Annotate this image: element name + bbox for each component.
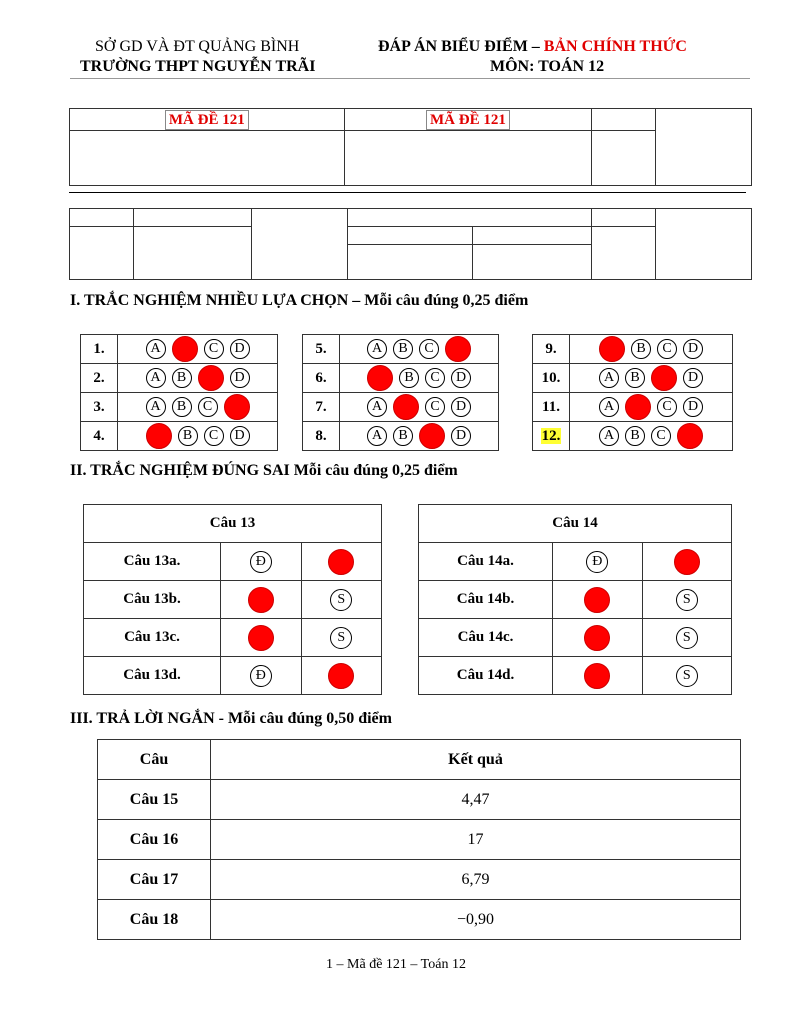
- option-bubble: C: [204, 339, 224, 359]
- filled-answer-bubble: [599, 336, 625, 362]
- section2-title: II. TRẮC NGHIỆM ĐÚNG SAI Mỗi câu đúng 0,25 điểm: [70, 462, 458, 479]
- question-number: [533, 335, 570, 364]
- tf-item-label: Câu 14b.: [419, 581, 553, 619]
- mc-row: [81, 422, 278, 451]
- question-number: [303, 364, 340, 393]
- filled-answer-bubble: [677, 423, 703, 449]
- tf-cell: [553, 619, 643, 657]
- answer-options: [118, 335, 278, 364]
- option-bubble: Đ: [586, 551, 608, 573]
- option-bubble: B: [393, 339, 413, 359]
- tf-cell: [301, 543, 382, 581]
- question-number-text: 9.: [545, 340, 557, 357]
- school-name: TRƯỜNG THPT NGUYỄN TRÃI: [80, 58, 316, 75]
- tf-table-14: [418, 504, 732, 695]
- option-bubble: D: [451, 426, 471, 446]
- filled-answer-bubble: [651, 365, 677, 391]
- tf-item-label: Câu 13c.: [84, 619, 221, 657]
- option-bubble: C: [425, 397, 445, 417]
- code-table: [69, 108, 752, 186]
- option-bubble: B: [172, 397, 192, 417]
- mc-row: [533, 335, 733, 364]
- tf-cell: [553, 657, 643, 695]
- empty-frame-table: [69, 208, 752, 280]
- mc-row: [303, 422, 499, 451]
- question-number-text: 5.: [315, 340, 327, 357]
- option-bubble: C: [419, 339, 439, 359]
- exam-code-left: MÃ ĐỀ 121: [165, 110, 249, 130]
- option-bubble: Đ: [250, 665, 272, 687]
- tf-row: [84, 619, 382, 657]
- filled-answer-bubble: [328, 663, 354, 689]
- page-footer: 1 – Mã đề 121 – Toán 12: [326, 957, 466, 972]
- option-bubble: A: [599, 397, 619, 417]
- option-bubble: S: [676, 589, 698, 611]
- option-bubble: D: [451, 397, 471, 417]
- option-bubble: S: [676, 627, 698, 649]
- doc-title: [378, 38, 687, 56]
- option-bubble: C: [204, 426, 224, 446]
- tf-row: [419, 543, 732, 581]
- tf-item-label: Câu 13d.: [84, 657, 221, 695]
- option-bubble: A: [599, 426, 619, 446]
- section-divider: [69, 192, 746, 193]
- question-number-text: 10.: [541, 369, 561, 386]
- option-bubble: C: [657, 397, 677, 417]
- mc-row: [533, 364, 733, 393]
- result-value: 4,47: [211, 780, 741, 820]
- mc-row: [303, 364, 499, 393]
- mc-table-2: [302, 334, 499, 451]
- tf-cell: [301, 657, 382, 695]
- option-bubble: D: [230, 339, 250, 359]
- answer-options: [118, 364, 278, 393]
- mc-row: [81, 335, 278, 364]
- option-bubble: A: [146, 368, 166, 388]
- question-number: [81, 422, 118, 451]
- filled-answer-bubble: [584, 587, 610, 613]
- question-number: [533, 393, 570, 422]
- tf-cell: [642, 657, 732, 695]
- tf-item-label: Câu 13b.: [84, 581, 221, 619]
- filled-answer-bubble: [674, 549, 700, 575]
- question-number-text: 4.: [93, 427, 105, 444]
- table-row: [98, 820, 741, 860]
- option-bubble: C: [651, 426, 671, 446]
- mc-table-1: [80, 334, 278, 451]
- result-value: −0,90: [211, 900, 741, 940]
- question-number-text: 3.: [93, 398, 105, 415]
- tf-row: [84, 581, 382, 619]
- answer-options: [340, 422, 499, 451]
- option-bubble: A: [367, 426, 387, 446]
- question-number-text: 12.: [541, 427, 561, 444]
- filled-answer-bubble: [445, 336, 471, 362]
- answer-options: [340, 335, 499, 364]
- option-bubble: C: [425, 368, 445, 388]
- question-number: [303, 422, 340, 451]
- exam-code-right: MÃ ĐỀ 121: [426, 110, 510, 130]
- option-bubble: D: [683, 397, 703, 417]
- option-bubble: A: [367, 339, 387, 359]
- tf-row: [419, 619, 732, 657]
- filled-answer-bubble: [419, 423, 445, 449]
- tf-group-title: Câu 13: [84, 505, 382, 543]
- short-answer-table: [97, 739, 741, 940]
- option-bubble: A: [146, 339, 166, 359]
- question-number: [303, 335, 340, 364]
- tf-cell: [642, 543, 732, 581]
- section3-title: III. TRẢ LỜI NGẮN - Mỗi câu đúng 0,50 điểm: [70, 710, 392, 727]
- question-number: [303, 393, 340, 422]
- tf-cell: [642, 619, 732, 657]
- question-number: [533, 364, 570, 393]
- result-value: 17: [211, 820, 741, 860]
- option-bubble: A: [599, 368, 619, 388]
- option-bubble: S: [676, 665, 698, 687]
- option-bubble: B: [399, 368, 419, 388]
- mc-row: [303, 335, 499, 364]
- tf-group-title: Câu 14: [419, 505, 732, 543]
- option-bubble: S: [330, 589, 352, 611]
- option-bubble: D: [683, 339, 703, 359]
- tf-cell: [301, 581, 382, 619]
- mc-row: [533, 422, 733, 451]
- question-number-text: 6.: [315, 369, 327, 386]
- option-bubble: B: [172, 368, 192, 388]
- mc-row: [81, 393, 278, 422]
- department-name: SỞ GD VÀ ĐT QUẢNG BÌNH: [95, 38, 300, 55]
- col-header-result: Kết quả: [211, 740, 741, 780]
- table-row: [98, 860, 741, 900]
- tf-cell: [301, 619, 382, 657]
- question-number: [533, 422, 570, 451]
- question-number-text: 8.: [315, 427, 327, 444]
- question-number-text: 1.: [93, 340, 105, 357]
- mc-row: [533, 393, 733, 422]
- option-bubble: B: [178, 426, 198, 446]
- answer-options: [570, 422, 733, 451]
- tf-item-label: Câu 14d.: [419, 657, 553, 695]
- tf-row: [84, 657, 382, 695]
- col-header-question: Câu: [98, 740, 211, 780]
- filled-answer-bubble: [584, 625, 610, 651]
- tf-cell: [553, 543, 643, 581]
- filled-answer-bubble: [248, 587, 274, 613]
- answer-options: [570, 393, 733, 422]
- answer-options: [570, 364, 733, 393]
- tf-row: [84, 543, 382, 581]
- option-bubble: B: [631, 339, 651, 359]
- filled-answer-bubble: [248, 625, 274, 651]
- header-divider: [70, 78, 750, 79]
- filled-answer-bubble: [367, 365, 393, 391]
- option-bubble: D: [230, 368, 250, 388]
- question-label: Câu 16: [98, 820, 211, 860]
- question-label: Câu 17: [98, 860, 211, 900]
- result-value: 6,79: [211, 860, 741, 900]
- section1-title: I. TRẮC NGHIỆM NHIỀU LỰA CHỌN – Mỗi câu đúng 0,25 điểm: [70, 292, 529, 309]
- tf-cell: [221, 657, 302, 695]
- filled-answer-bubble: [146, 423, 172, 449]
- tf-table-13: [83, 504, 382, 695]
- table-row: [98, 900, 741, 940]
- tf-cell: [553, 581, 643, 619]
- mc-row: [81, 364, 278, 393]
- question-number: [81, 364, 118, 393]
- table-row: [98, 780, 741, 820]
- subject-label: MÔN: TOÁN 12: [490, 58, 605, 75]
- filled-answer-bubble: [328, 549, 354, 575]
- answer-options: [118, 422, 278, 451]
- question-number: [81, 393, 118, 422]
- tf-item-label: Câu 14a.: [419, 543, 553, 581]
- answer-options: [570, 335, 733, 364]
- option-bubble: A: [367, 397, 387, 417]
- tf-item-label: Câu 14c.: [419, 619, 553, 657]
- answer-options: [340, 393, 499, 422]
- filled-answer-bubble: [198, 365, 224, 391]
- option-bubble: C: [657, 339, 677, 359]
- option-bubble: Đ: [250, 551, 272, 573]
- option-bubble: B: [393, 426, 413, 446]
- option-bubble: D: [230, 426, 250, 446]
- filled-answer-bubble: [224, 394, 250, 420]
- filled-answer-bubble: [393, 394, 419, 420]
- filled-answer-bubble: [584, 663, 610, 689]
- answer-options: [340, 364, 499, 393]
- option-bubble: D: [451, 368, 471, 388]
- filled-answer-bubble: [625, 394, 651, 420]
- option-bubble: B: [625, 426, 645, 446]
- tf-item-label: Câu 13a.: [84, 543, 221, 581]
- question-number: [81, 335, 118, 364]
- mc-row: [303, 393, 499, 422]
- tf-cell: [221, 543, 302, 581]
- option-bubble: S: [330, 627, 352, 649]
- question-number-text: 11.: [542, 398, 560, 415]
- question-number-text: 7.: [315, 398, 327, 415]
- mc-table-3: [532, 334, 733, 451]
- answer-options: [118, 393, 278, 422]
- tf-row: [419, 581, 732, 619]
- question-number-text: 2.: [93, 369, 105, 386]
- tf-cell: [221, 619, 302, 657]
- option-bubble: B: [625, 368, 645, 388]
- question-label: Câu 15: [98, 780, 211, 820]
- option-bubble: D: [683, 368, 703, 388]
- tf-row: [419, 657, 732, 695]
- option-bubble: A: [146, 397, 166, 417]
- question-label: Câu 18: [98, 900, 211, 940]
- tf-cell: [642, 581, 732, 619]
- option-bubble: C: [198, 397, 218, 417]
- doc-title-prefix: ĐÁP ÁN BIỂU ĐIỂM –: [378, 38, 540, 55]
- official-label: BẢN CHÍNH THỨC: [543, 38, 687, 55]
- tf-cell: [221, 581, 302, 619]
- filled-answer-bubble: [172, 336, 198, 362]
